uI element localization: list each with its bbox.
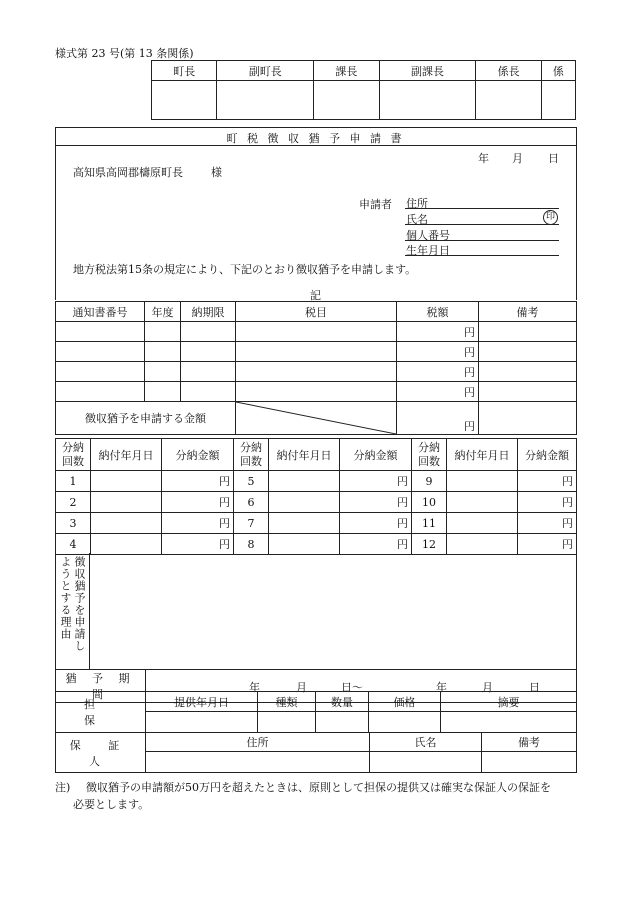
table-row	[56, 362, 577, 382]
col-header: 年度	[145, 302, 181, 322]
cell[interactable]	[181, 342, 236, 362]
col-header: 備考	[479, 302, 577, 322]
cell[interactable]	[479, 362, 577, 382]
cell[interactable]	[479, 322, 577, 342]
cell[interactable]	[258, 712, 316, 733]
installment-amount[interactable]: 円	[518, 534, 577, 555]
period-from-day: 日～	[341, 681, 363, 694]
period-label: 猶 予 期 間	[56, 670, 146, 703]
applicant-label: 申請者	[359, 198, 392, 211]
header-amount: 分納金額	[340, 439, 412, 471]
installment-date[interactable]	[91, 471, 162, 492]
approval-stamp-table	[151, 60, 576, 120]
table-row	[56, 492, 577, 513]
stamp-box[interactable]	[314, 81, 379, 120]
honorific: 様	[211, 166, 222, 179]
header-amount: 分納金額	[518, 439, 577, 471]
col-header: 価格	[369, 692, 441, 712]
stamp-box[interactable]	[541, 81, 575, 120]
cell[interactable]	[236, 362, 397, 382]
addressee: 高知県高岡郡檮原町長	[73, 166, 183, 179]
reason-label-cell	[55, 553, 90, 669]
installment-number: 6	[234, 492, 269, 513]
seal-icon: 印	[543, 210, 558, 225]
col-header: 税額	[397, 302, 479, 322]
birthdate-label: 生年月日	[406, 244, 450, 257]
col-header: 種類	[258, 692, 316, 712]
table-row	[56, 513, 577, 534]
cell[interactable]	[145, 382, 181, 402]
ki-heading: 記	[310, 289, 321, 302]
installment-number: 11	[412, 513, 447, 534]
security-table	[55, 691, 577, 733]
statement: 地方税法第15条の規定により、下記のとおり徴収猶予を申請します。	[73, 263, 417, 276]
form-title: 町 税 徴 収 猶 予 申 請 書	[226, 132, 405, 145]
tax-amount-cell[interactable]: 円	[397, 322, 479, 342]
installment-amount[interactable]: 円	[518, 471, 577, 492]
col-header: 氏名	[370, 733, 482, 752]
amount-row	[56, 402, 577, 435]
address-field[interactable]	[405, 208, 559, 209]
id-number-field[interactable]	[405, 240, 559, 241]
stamp-box[interactable]	[217, 81, 314, 120]
cell[interactable]	[145, 342, 181, 362]
installment-number: 10	[412, 492, 447, 513]
approval-header: 町長	[152, 61, 217, 81]
cell[interactable]	[56, 342, 145, 362]
installment-amount[interactable]: 円	[162, 513, 234, 534]
col-header: 数量	[316, 692, 369, 712]
note-prefix: 注)	[55, 781, 71, 794]
installment-number: 5	[234, 471, 269, 492]
cell[interactable]	[479, 342, 577, 362]
header-date: 納付年月日	[269, 439, 340, 471]
table-row	[56, 322, 577, 342]
cell[interactable]	[146, 712, 258, 733]
name-label: 氏名	[406, 213, 428, 226]
col-header: 納期限	[181, 302, 236, 322]
id-number-label: 個人番号	[406, 229, 450, 242]
installment-number: 4	[56, 534, 91, 555]
cell[interactable]	[146, 752, 370, 773]
installment-date[interactable]	[447, 513, 518, 534]
cell[interactable]	[441, 712, 577, 733]
request-amount-cell[interactable]: 円	[397, 402, 479, 435]
cell[interactable]	[479, 382, 577, 402]
cell[interactable]	[181, 322, 236, 342]
installment-amount[interactable]: 円	[162, 492, 234, 513]
cell[interactable]	[479, 402, 577, 435]
col-header: 備考	[482, 733, 577, 752]
header-amount: 分納金額	[162, 439, 234, 471]
col-header: 通知書番号	[56, 302, 145, 322]
period-to-day: 日	[529, 681, 540, 694]
guarantor-table	[55, 732, 577, 773]
installment-number: 7	[234, 513, 269, 534]
cell[interactable]	[370, 752, 482, 773]
installment-amount[interactable]: 円	[518, 513, 577, 534]
approval-header: 係長	[476, 61, 541, 81]
installment-number: 12	[412, 534, 447, 555]
table-row	[56, 471, 577, 492]
cell[interactable]	[236, 322, 397, 342]
stamp-box[interactable]	[379, 81, 476, 120]
installment-amount[interactable]: 円	[162, 534, 234, 555]
cell[interactable]	[56, 362, 145, 382]
cell[interactable]	[316, 712, 369, 733]
stamp-box[interactable]	[152, 81, 217, 120]
cell[interactable]	[181, 382, 236, 402]
diagonal-line	[236, 402, 396, 434]
stamp-box[interactable]	[476, 81, 541, 120]
col-header: 提供年月日	[146, 692, 258, 712]
col-header: 住所	[146, 733, 370, 752]
approval-header: 副町長	[217, 61, 314, 81]
installment-number: 1	[56, 471, 91, 492]
cell[interactable]	[369, 712, 441, 733]
cell[interactable]	[236, 342, 397, 362]
tax-amount-cell[interactable]: 円	[397, 382, 479, 402]
period-from-month: 月	[296, 681, 307, 694]
name-field[interactable]	[405, 224, 559, 225]
cell[interactable]	[181, 362, 236, 382]
cell[interactable]	[145, 362, 181, 382]
installment-number: 2	[56, 492, 91, 513]
approval-header: 課長	[314, 61, 379, 81]
installment-date[interactable]	[91, 513, 162, 534]
installment-date[interactable]	[447, 492, 518, 513]
header-count: 分納 回数	[234, 439, 269, 471]
reason-label-line1: 徴収猶予を申請し	[73, 556, 86, 652]
tax-table	[55, 301, 577, 435]
birthdate-field[interactable]	[405, 255, 559, 256]
installment-number: 9	[412, 471, 447, 492]
header-count: 分納 回数	[56, 439, 91, 471]
diagonal-cell	[236, 402, 397, 435]
installment-date[interactable]	[91, 534, 162, 555]
cell[interactable]	[145, 322, 181, 342]
table-row	[56, 382, 577, 402]
installment-date[interactable]	[91, 492, 162, 513]
installment-table	[55, 438, 577, 555]
installment-amount[interactable]: 円	[340, 471, 412, 492]
approval-header: 副課長	[379, 61, 476, 81]
installment-number: 8	[234, 534, 269, 555]
installment-date[interactable]	[447, 534, 518, 555]
period-to-month: 月	[482, 681, 493, 694]
reason-text-area[interactable]	[92, 556, 572, 664]
installment-date[interactable]	[269, 471, 340, 492]
approval-header: 係	[541, 61, 575, 81]
date-day: 日	[548, 152, 559, 165]
date-month: 月	[512, 152, 523, 165]
period-from-year: 年	[249, 681, 260, 694]
installment-amount[interactable]: 円	[340, 534, 412, 555]
cell[interactable]	[482, 752, 577, 773]
guarantor-label: 保 証 人	[56, 733, 146, 773]
table-row	[56, 342, 577, 362]
header-date: 納付年月日	[91, 439, 162, 471]
form-number: 様式第 23 号(第 13 条関係)	[55, 47, 194, 60]
table-row	[56, 534, 577, 555]
installment-date[interactable]	[447, 471, 518, 492]
tax-amount-cell[interactable]: 円	[397, 362, 479, 382]
date-year: 年	[478, 152, 489, 165]
col-header: 税目	[236, 302, 397, 322]
security-label: 担 保	[56, 692, 146, 733]
amount-label: 徴収猶予を申請する金額	[56, 402, 236, 435]
installment-date[interactable]	[269, 513, 340, 534]
installment-date[interactable]	[269, 534, 340, 555]
installment-date[interactable]	[269, 492, 340, 513]
installment-amount[interactable]: 円	[340, 513, 412, 534]
installment-number: 3	[56, 513, 91, 534]
header-count: 分納 回数	[412, 439, 447, 471]
installment-amount[interactable]: 円	[518, 492, 577, 513]
note-line1: 徴収猶予の申請額が50万円を超えたときは、原則として担保の提供又は確実な保証人の保証を	[86, 781, 551, 794]
col-header: 摘要	[441, 692, 577, 712]
installment-amount[interactable]: 円	[340, 492, 412, 513]
tax-amount-cell[interactable]: 円	[397, 342, 479, 362]
cell[interactable]	[56, 382, 145, 402]
reason-label-line2: ようとする理由	[59, 556, 72, 640]
period-to-year: 年	[436, 681, 447, 694]
header-date: 納付年月日	[447, 439, 518, 471]
cell[interactable]	[56, 322, 145, 342]
cell[interactable]	[236, 382, 397, 402]
note-line2: 必要とします。	[73, 798, 150, 811]
installment-amount[interactable]: 円	[162, 471, 234, 492]
address-label: 住所	[406, 197, 428, 210]
